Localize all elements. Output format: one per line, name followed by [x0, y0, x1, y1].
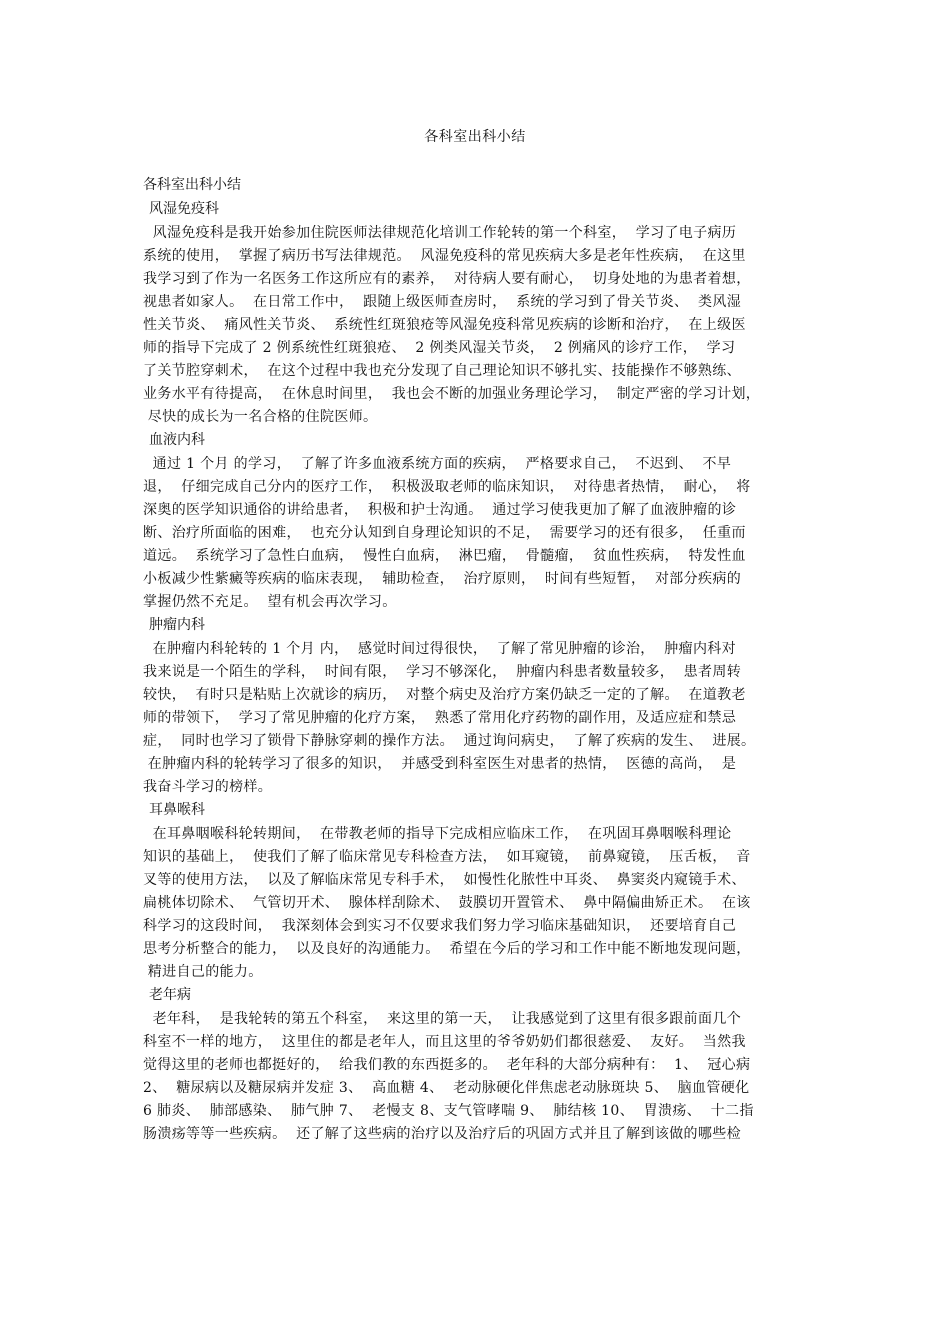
- paragraph-line: 业务水平有待提高， 在休息时间里， 我也会不断的加强业务理论学习， 制定严密的学习计划，: [143, 386, 761, 402]
- paragraph-line: 叉等的使用方法， 以及了解临床常见专科手术， 如慢性化脓性中耳炎、 鼻窦炎内窥镜手术、: [143, 872, 746, 888]
- paragraph-line: 扁桃体切除术、 气管切开术、 腺体样刮除术、 鼓膜切开置管术、 鼻中隔偏曲矫正术。 在该: [143, 895, 751, 911]
- paragraph-line: 科学习的这段时间， 我深刻体会到实习不仅要求我们努力学习临床基础知识， 还要培育自己: [143, 918, 737, 934]
- paragraph-line: 了关节腔穿刺术， 在这个过程中我也充分发现了自己理论知识不够扎实、技能操作不够熟练、: [143, 363, 741, 379]
- paragraph-line: 症， 同时也学习了锁骨下静脉穿刺的操作方法。 通过询问病史， 了解了疾病的发生、 进展。: [143, 733, 756, 749]
- paragraph-line: 我学习到了作为一名医务工作这所应有的素养， 对待病人要有耐心， 切身处地的为患者着想，: [143, 271, 751, 287]
- paragraph-line: 思考分析整合的能力， 以及良好的沟通能力。 希望在今后的学习和工作中能不断地发现问题，: [143, 941, 751, 957]
- paragraph-line: 6 肺炎、 肺部感染、 肺气肿 7、 老慢支 8、支气管哮喘 9、 肺结核 10、 胃溃疡、 十二指: [143, 1103, 754, 1119]
- paragraph-line: 知识的基础上， 使我们了解了临床常见专科检查方法， 如耳窥镜， 前鼻窥镜， 压舌板， 音: [143, 849, 751, 865]
- paragraph-line: 系统的使用， 掌握了病历书写法律规范。 风湿免疫科的常见疾病大多是老年性疾病， 在这里: [143, 248, 746, 264]
- paragraph-line: 通过 1 个月 的学习， 了解了许多血液系统方面的疾病， 严格要求自己， 不迟到、 不早: [143, 456, 732, 472]
- paragraph-line: 我奋斗学习的榜样。: [143, 779, 273, 795]
- paragraph-line: 师的指导下完成了 2 例系统性红斑狼疮、 2 例类风湿关节炎， 2 例痛风的诊疗工作， 学习: [143, 340, 736, 356]
- paragraph-line: 道远。 系统学习了急性白血病， 慢性白血病， 淋巴瘤， 骨髓瘤， 贫血性疾病， 特发性血: [143, 548, 746, 564]
- paragraph-line: 深奥的医学知识通俗的讲给患者， 积极和护士沟通。 通过学习使我更加了解了血液肿瘤的诊: [143, 502, 737, 518]
- section-heading: 耳鼻喉科: [149, 802, 205, 818]
- paragraph-line: 尽快的成长为一名合格的住院医师。: [143, 409, 378, 425]
- paragraph-line: 断、治疗所面临的困难， 也充分认知到自身理论知识的不足， 需要学习的还有很多， 任重而: [143, 525, 746, 541]
- paragraph-line: 老年科， 是我轮转的第五个科室， 来这里的第一天， 让我感觉到了这里有很多跟前面几个: [143, 1011, 742, 1027]
- paragraph-line: 较快， 有时只是粘贴上次就诊的病历， 对整个病史及治疗方案仍缺乏一定的了解。 在道教老: [143, 687, 746, 703]
- section-heading: 风湿免疫科: [149, 201, 219, 217]
- paragraph-line: 在肿瘤内科轮转的 1 个月 内， 感觉时间过得很快， 了解了常见肿瘤的诊治， 肿瘤内科对: [143, 641, 737, 657]
- paragraph-line: 视患者如家人。 在日常工作中， 跟随上级医师查房时， 系统的学习到了骨关节炎、 类风湿: [143, 294, 742, 310]
- document-title: 各科室出科小结: [424, 129, 526, 145]
- paragraph-line: 风湿免疫科是我开始参加住院医师法律规范化培训工作轮转的第一个科室， 学习了电子病历: [143, 225, 737, 241]
- paragraph-line: 退， 仔细完成自己分内的医疗工作， 积极汲取老师的临床知识， 对待患者热情， 耐心， 将: [143, 479, 751, 495]
- paragraph-line: 2、 糖尿病以及糖尿病并发症 3、 高血糖 4、 老动脉硬化伴焦虑老动脉斑块 5、 脑血管硬化: [143, 1080, 750, 1096]
- paragraph-line: 在肿瘤内科的轮转学习了很多的知识， 并感受到科室医生对患者的热情， 医德的高尚， 是: [143, 756, 737, 772]
- document-subtitle: 各科室出科小结: [143, 177, 241, 193]
- paragraph-line: 掌握仍然不充足。 望有机会再次学习。: [143, 594, 397, 610]
- section-heading: 血液内科: [149, 432, 205, 448]
- paragraph-line: 精进自己的能力。: [143, 964, 263, 980]
- section-heading: 肿瘤内科: [149, 617, 205, 633]
- paragraph-line: 觉得这里的老师也都挺好的， 给我们教的东西挺多的。 老年科的大部分病种有： 1、 冠心病: [143, 1057, 751, 1073]
- paragraph-line: 科室不一样的地方， 这里住的都是老年人，而且这里的爷爷奶奶们都很慈爱、 友好。 当然我: [143, 1034, 746, 1050]
- paragraph-line: 性关节炎、 痛风性关节炎、 系统性红斑狼疮等风湿免疫科常见疾病的诊断和治疗， 在上级医: [143, 317, 746, 333]
- paragraph-line: 我来说是一个陌生的学科， 时间有限， 学习不够深化， 肿瘤内科患者数量较多， 患者周转: [143, 664, 742, 680]
- paragraph-line: 师的带领下， 学习了常见肿瘤的化疗方案， 熟悉了常用化疗药物的副作用，及适应症和禁忌: [143, 710, 737, 726]
- section-heading: 老年病: [149, 987, 191, 1003]
- paragraph-line: 小板减少性紫癜等疾病的临床表现， 辅助检查， 治疗原则， 时间有些短暂， 对部分疾病的: [143, 571, 742, 587]
- document-body: [143, 174, 813, 1146]
- paragraph-line: 在耳鼻咽喉科轮转期间， 在带教老师的指导下完成相应临床工作， 在巩固耳鼻咽喉科理论: [143, 826, 732, 842]
- paragraph-line: 肠溃疡等等一些疾病。 还了解了这些病的治疗以及治疗后的巩固方式并且了解到该做的哪些检: [143, 1126, 741, 1142]
